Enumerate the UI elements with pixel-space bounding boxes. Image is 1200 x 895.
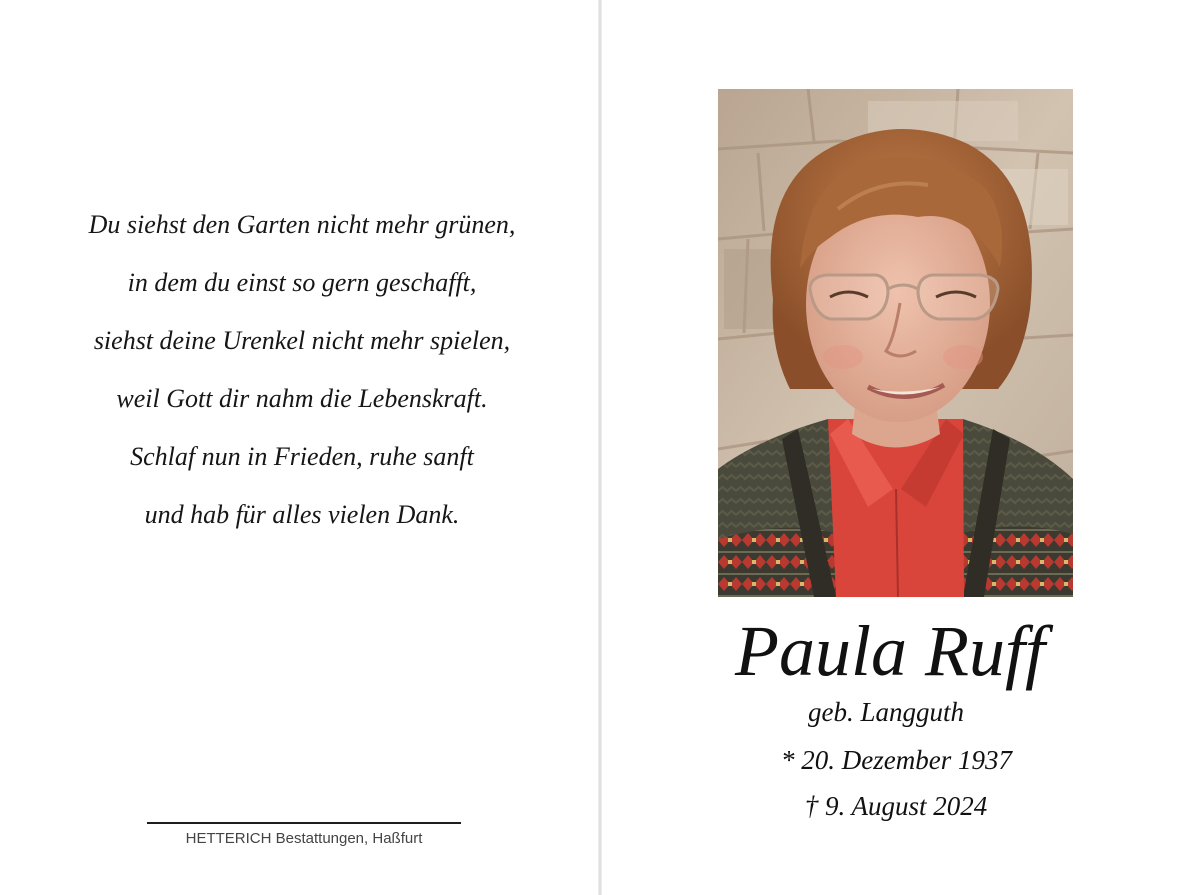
portrait-photo bbox=[718, 89, 1073, 597]
deceased-name: Paula Ruff bbox=[735, 611, 1045, 691]
poem-line-6: und hab für alles vielen Dank. bbox=[144, 500, 460, 529]
poem-line-1: Du siehst den Garten nicht mehr grünen, bbox=[88, 210, 516, 239]
birth-date: * 20. Dezember 1937 bbox=[781, 745, 1012, 775]
death-date: † 9. August 2024 bbox=[804, 791, 988, 821]
poem-line-4: weil Gott dir nahm die Lebenskraft. bbox=[116, 384, 488, 413]
footer-divider bbox=[147, 822, 461, 824]
left-page bbox=[0, 0, 598, 895]
poem bbox=[0, 196, 604, 544]
portrait-illustration bbox=[718, 89, 1073, 597]
maiden-name: geb. Langguth bbox=[807, 697, 964, 727]
poem-line-3: siehst deine Urenkel nicht mehr spielen, bbox=[93, 326, 511, 355]
poem-line-5: Schlaf nun in Frieden, ruhe sanft bbox=[130, 442, 474, 471]
poem-line-2: in dem du einst so gern geschafft, bbox=[127, 268, 477, 297]
undertaker-credit: HETTERICH Bestattungen, Haßfurt bbox=[185, 830, 423, 847]
